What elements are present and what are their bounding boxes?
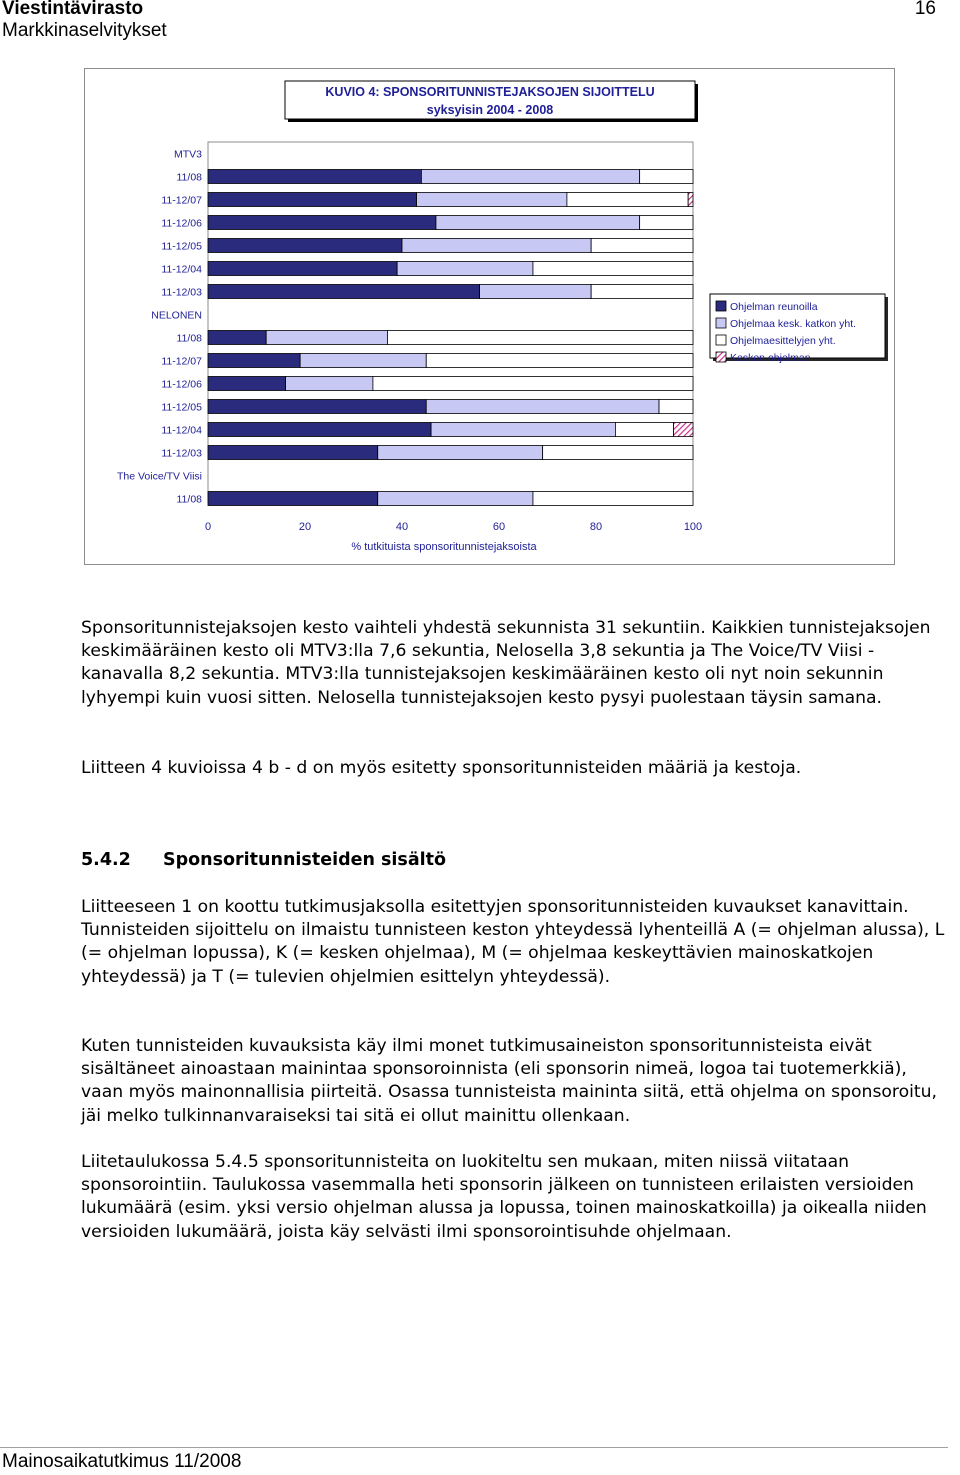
category-label: NELONEN (151, 309, 202, 322)
bar-segment (615, 423, 673, 437)
legend (710, 294, 888, 364)
bar-segment (208, 423, 431, 437)
bar-segment (533, 262, 693, 276)
category-label: 11-12/07 (161, 194, 202, 207)
category-label: 11-12/07 (161, 355, 202, 368)
paragraph-content: Kuten tunnisteiden kuvauksista käy ilmi monet tutkimusaineiston sponsoritunnisteista eivät sisältäneet ainoastaan mainintaa sponsoroinnista (eli sponsorin nimeä, logoa tai tuotemerkkiä), vaan myös mainonnallisia piirteitä. Osassa tunnisteista maininta siitä, että ohjelma on sponsoroitu, jäi melko tulkinnanvaraiseksi tai sitä ei ollut mainittu ollenkaan. (81, 1036, 937, 1126)
chart-subtitle: syksyisin 2004 - 2008 (426, 103, 554, 117)
bar-segment (208, 492, 378, 506)
bar-segment (431, 423, 615, 437)
bar-segment (436, 216, 640, 230)
bar-segment (378, 446, 543, 460)
footer-text: Mainosaikatutkimus 11/2008 (2, 1451, 242, 1472)
legend-label: Ohjelmaesittelyjen yht. (730, 335, 836, 347)
chart-title-box (285, 81, 698, 122)
bar-segment (417, 193, 567, 207)
page-number: 16 (914, 0, 936, 19)
bar-segment (397, 262, 533, 276)
legend-swatch (716, 301, 726, 311)
paragraph-duration: Sponsoritunnistejaksojen kesto vaihteli yhdestä sekunnista 31 sekuntiin. Kaikkien tunnistejaksojen keskimääräinen kesto oli MTV3:lla 7,6 sekuntia, Nelosella 3,8 sekuntia ja The Voice/TV Viisi -kanavalla 8,2 sekuntia. MTV3:lla tunnistejaksojen keskimääräinen kesto oli nyt noin sekunnin lyhyempi kuin vuosi sitten. Nelosella tunnistejaksojen kesto pysyi puolestaan täysin samana. (81, 618, 931, 708)
bar-segment (402, 239, 591, 253)
paragraph-placement: Liitteeseen 1 on koottu tutkimusjaksolla esitettyjen sponsoritunnisteiden kuvaukset kanavittain. Tunnisteiden sijoittelu on ilmaistu tunnisteen keston yhteydessä lyhenteillä A (= ohjelman alussa), L (= ohjelman lopussa), K (= kesken ohjelmaa), M (= ohjelmaa keskeyttävien mainoskatkojen yhteydessä) ja T (= tulevien ohjelmien esittelyn yhteydessä). (81, 897, 945, 987)
x-tick-label: 0 (204, 521, 212, 533)
bar-segment (208, 216, 436, 230)
category-label: 11-12/04 (161, 424, 202, 437)
bar-segment (591, 239, 693, 253)
bar-segment (659, 400, 693, 414)
chart-title: KUVIO 4: SPONSORITUNNISTEJAKSOJEN SIJOITTELU (325, 85, 655, 99)
paragraph-appendix-ref: Liitteen 4 kuvioissa 4 b - d on myös esitetty sponsoritunnisteiden määriä ja kestoja. (81, 758, 802, 778)
category-label: 11-12/05 (161, 240, 202, 253)
footer-rule (0, 1447, 948, 1448)
bar-segment (567, 193, 688, 207)
section-heading (81, 850, 446, 870)
bar-segment (421, 170, 639, 184)
bar-segment (373, 377, 693, 391)
bar-segment (480, 285, 592, 299)
x-tick-label: 40 (395, 521, 409, 533)
legend-swatch (716, 335, 726, 345)
bar-segment (208, 331, 266, 345)
header-org: Viestintävirasto (2, 0, 144, 19)
category-label: 11-12/05 (161, 401, 202, 414)
section-number: 5.4.2 (81, 850, 131, 870)
bar-segment (208, 354, 300, 368)
bar-segment (674, 423, 693, 437)
bar-segment (688, 193, 693, 207)
bar-segment (208, 400, 426, 414)
section-title: Sponsoritunnisteiden sisältö (163, 850, 447, 870)
legend-label: Kesken ohjelman (730, 352, 811, 364)
x-tick-label: 80 (589, 521, 603, 533)
legend-label: Ohjelman reunoilla (730, 301, 818, 313)
bar-segment (300, 354, 426, 368)
bar-segment (266, 331, 387, 345)
bar-segment (208, 262, 397, 276)
bar-segment (208, 193, 417, 207)
bar-segment (208, 239, 402, 253)
category-label: The Voice/TV Viisi (116, 470, 202, 483)
category-label: 11/08 (176, 493, 202, 506)
bar-segment (543, 446, 693, 460)
bar-segment (387, 331, 693, 345)
bar-segment (378, 492, 533, 506)
paragraph-classification: Liitetaulukossa 5.4.5 sponsoritunnisteita on luokiteltu sen mukaan, miten niissä viitataan sponsorointiin. Taulukossa vasemmalla heti sponsorin jälkeen on tunnisteen erilaisten versioiden lukumäärä (esim. yksi versio ohjelman alussa ja lopussa, toinen mainoskatkoilla) ja oikealla niiden versioiden lukumäärä, joista käy selvästi ilmi sponsorointisuhde ohjelmaan. (81, 1152, 927, 1242)
category-label: MTV3 (173, 148, 202, 161)
bar-series (208, 170, 693, 506)
bar-segment (640, 216, 693, 230)
x-tick-label: 100 (683, 521, 703, 533)
header-unit: Markkinaselvitykset (2, 20, 167, 41)
category-label: 11/08 (176, 332, 202, 345)
bar-segment (286, 377, 373, 391)
category-label: 11-12/03 (161, 286, 202, 299)
bar-segment (208, 285, 480, 299)
bar-segment (208, 170, 421, 184)
category-label: 11-12/04 (161, 263, 202, 276)
sponsor-placement-chart (84, 68, 896, 568)
category-label: 11-12/03 (161, 447, 202, 460)
bar-segment (426, 400, 659, 414)
bar-segment (426, 354, 693, 368)
category-label: 11-12/06 (161, 378, 202, 391)
category-label: 11/08 (176, 171, 202, 184)
x-tick-label: 60 (492, 521, 506, 533)
legend-label: Ohjelmaa kesk. katkon yht. (730, 318, 857, 330)
bar-segment (591, 285, 693, 299)
category-label: 11-12/06 (161, 217, 202, 230)
bar-segment (208, 446, 378, 460)
x-axis-label: % tutkituista sponsoritunnistejaksoista (351, 541, 537, 553)
bar-segment (208, 377, 286, 391)
bar-segment (533, 492, 693, 506)
x-tick-label: 20 (298, 521, 312, 533)
legend-swatch (716, 352, 726, 362)
legend-swatch (716, 318, 726, 328)
bar-segment (640, 170, 693, 184)
